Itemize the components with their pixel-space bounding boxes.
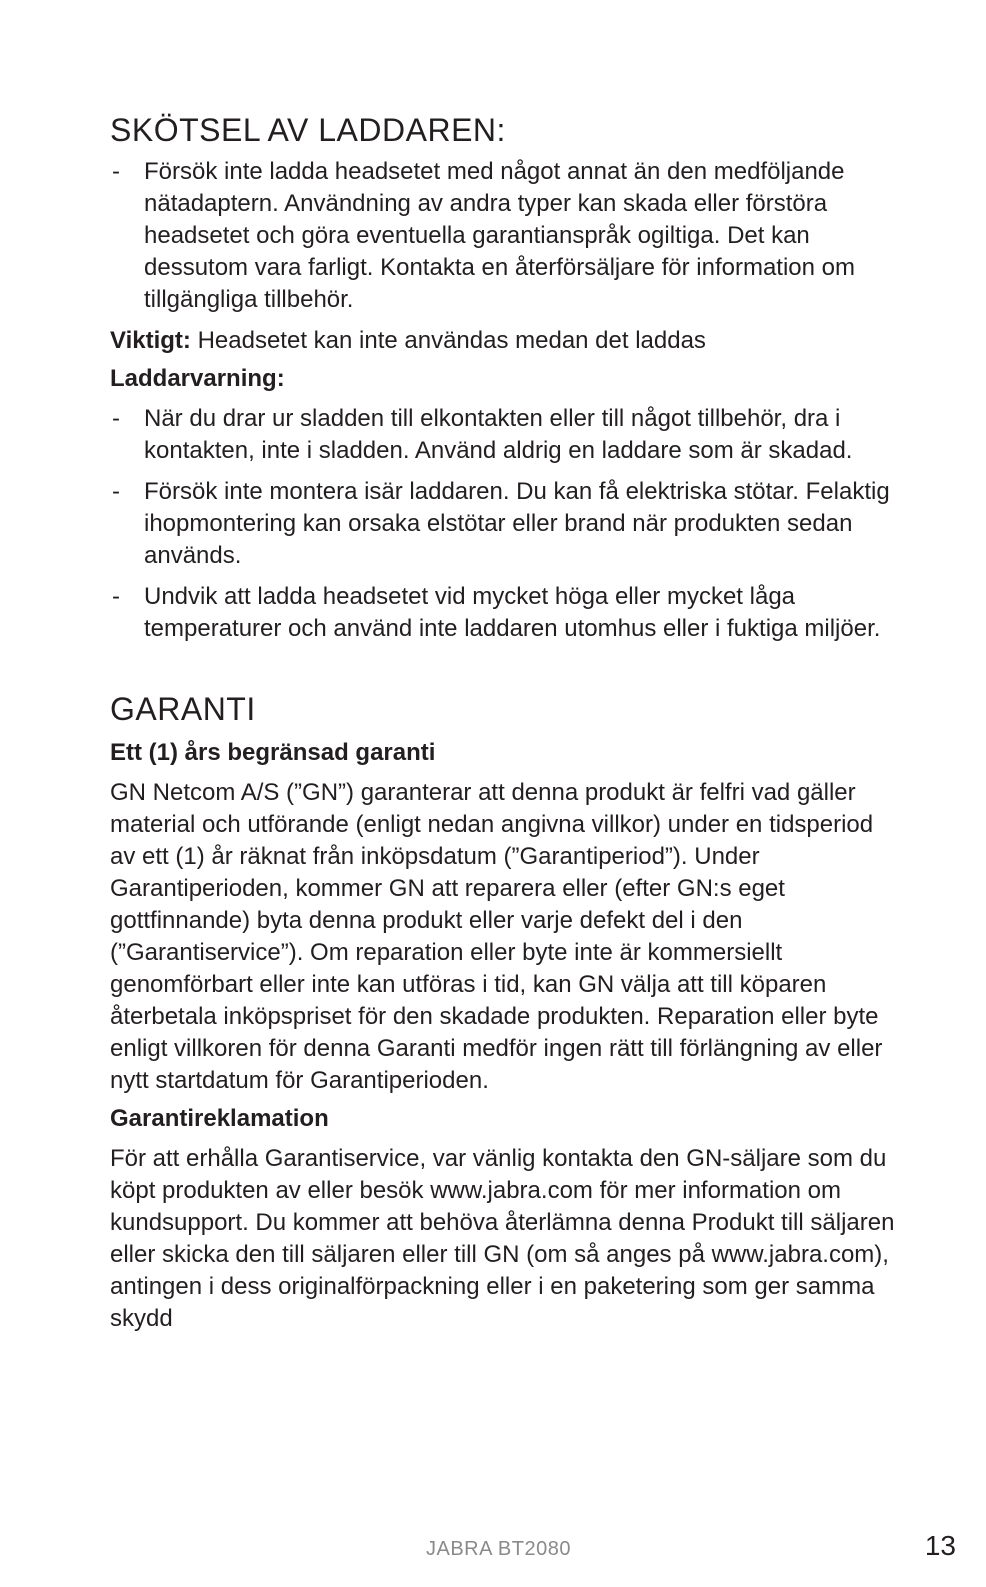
important-text: Headsetet kan inte användas medan det laddas	[190, 327, 706, 354]
list-item-text: Undvik att ladda headsetet vid mycket höga eller mycket låga temperaturer och använd inte laddaren utomhus eller i fuktiga miljöer.	[144, 583, 881, 642]
warranty-paragraph: GN Netcom A/S (”GN”) garanterar att denna produkt är felfri vad gäller material och utförande (enligt nedan angivna villkor) under en tidsperiod av ett (1) år räknat från inköpsdatum (”Garantiperiod”). Under Garantiperioden, kommer GN att reparera eller (efter GN:s eget gottfinnande) byta denna produkt eller varje defekt del i den (”Garantiservice”). Om reparation eller byte inte är kommersiellt genomförbart eller inte kan utföras i tid, kan GN välja att till köparen återbetala inköpspriset för den skadade produkten. Reparation eller byte enligt villkoren för denna Garanti medför ingen rätt till förlängning av eller nytt startdatum för Garantiperioden.	[110, 779, 883, 1094]
charger-warning-list	[110, 403, 900, 645]
list-item	[110, 156, 900, 316]
list-item	[110, 403, 900, 467]
charger-warning-heading: Laddarvarning:	[110, 365, 285, 392]
warranty-claim-paragraph: För att erhålla Garantiservice, var vänlig kontakta den GN-säljare som du köpt produkten av eller besök www.jabra.com för mer information om kundsupport. Du kommer att behöva återlämna denna Produkt till säljaren eller skicka den till säljaren eller till GN (om så anges på www.jabra.com), antingen i dess originalförpackning eller i en paketering som ger samma skydd	[110, 1145, 895, 1332]
section-title-charger-care: SKÖTSEL AV LADDAREN:	[110, 112, 506, 148]
list-item	[110, 581, 900, 645]
dash-marker: -	[112, 405, 120, 432]
important-label: Viktigt:	[110, 327, 191, 354]
document-page	[110, 108, 900, 1341]
dash-marker: -	[112, 158, 120, 185]
dash-marker: -	[112, 478, 120, 505]
list-item-text: Försök inte ladda headsetet med något annat än den medföljande nätadaptern. Användning av andra typer kan skada eller förstöra headsetet och göra eventuella garantianspråk ogiltiga. Det kan dessutom vara farligt. Kontakta en återförsäljare för information om tillgängliga tillbehör.	[144, 158, 855, 313]
section-title-warranty: GARANTI	[110, 691, 256, 727]
list-item-text: När du drar ur sladden till elkontakten eller till något tillbehör, dra i kontakten, inte i sladden. Använd aldrig en laddare som är skadad.	[144, 405, 853, 464]
charger-care-list	[110, 156, 900, 316]
page-number: 13	[924, 1530, 956, 1561]
list-item	[110, 476, 900, 572]
dash-marker: -	[112, 583, 120, 610]
warranty-claim-heading: Garantireklamation	[110, 1105, 329, 1132]
list-item-text: Försök inte montera isär laddaren. Du kan få elektriska stötar. Felaktig ihopmontering kan orsaka elstötar eller brand när produkten sedan används.	[144, 478, 890, 569]
footer-product-name: JABRA BT2080	[426, 1538, 571, 1560]
warranty-subheading: Ett (1) års begränsad garanti	[110, 739, 436, 766]
important-note	[110, 325, 900, 357]
